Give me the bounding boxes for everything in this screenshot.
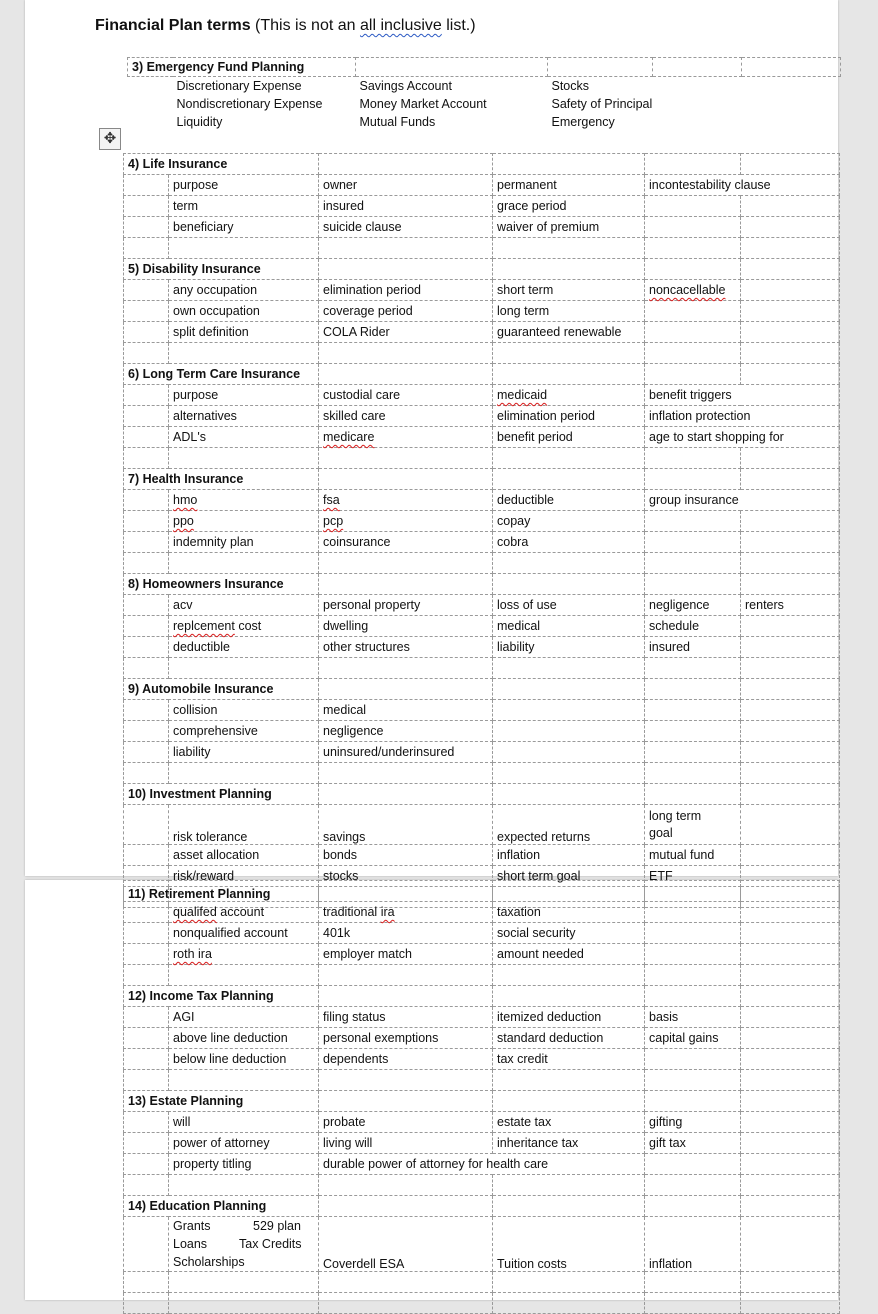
table-row: ADL's medicare benefit period age to start shopping for — [124, 427, 840, 448]
table-row: comprehensive negligence — [124, 721, 840, 742]
table-row: liability uninsured/underinsured — [124, 742, 840, 763]
table-move-handle-icon[interactable]: ✥ — [99, 128, 121, 150]
table-row: asset allocation bonds inflation mutual fund — [124, 845, 840, 866]
table-row: risk tolerance savings expected returns long term goal — [124, 805, 840, 845]
table-row: ppo pcp copay — [124, 511, 840, 532]
section-heading: 11) Retirement Planning — [124, 881, 319, 902]
section-heading: 4) Life Insurance — [124, 154, 319, 175]
table-row: purpose owner permanent incontestability clause — [124, 175, 840, 196]
section-heading: 10) Investment Planning — [124, 784, 319, 805]
table-row: qualifed account traditional ira taxation — [124, 902, 840, 923]
table-row: replcement cost dwelling medical schedule — [124, 616, 840, 637]
table-row: split definition COLA Rider guaranteed renewable — [124, 322, 840, 343]
emergency-fund-table: 3) Emergency Fund Planning Discretionary Expense Savings Account Stocks Nondiscretionary Expense Money Market Account Safety of Principal Liquidity Mutual Funds Emergency — [127, 57, 841, 131]
table-row: indemnity plan coinsurance cobra — [124, 532, 840, 553]
table-row: above line deduction personal exemptions standard deduction capital gains — [124, 1028, 840, 1049]
table-row: purpose custodial care medicaid benefit triggers — [124, 385, 840, 406]
table-row: alternatives skilled care elimination period inflation protection — [124, 406, 840, 427]
table-row: own occupation coverage period long term — [124, 301, 840, 322]
table-row: risk/reward stocks short term goal ETF — [124, 866, 840, 887]
section-heading: 7) Health Insurance — [124, 469, 319, 490]
table-row: property titling durable power of attorney for health care — [124, 1154, 840, 1175]
table-row: deductible other structures liability insured — [124, 637, 840, 658]
section-heading: 6) Long Term Care Insurance — [124, 364, 319, 385]
table-row: nonqualified account 401k social security — [124, 923, 840, 944]
section-heading: 14) Education Planning — [124, 1196, 319, 1217]
table-row: roth ira employer match amount needed — [124, 944, 840, 965]
section-heading: 9) Automobile Insurance — [124, 679, 319, 700]
terms-table-page-2 — [123, 880, 840, 1314]
section-heading: 12) Income Tax Planning — [124, 986, 319, 1007]
section-heading: 8) Homeowners Insurance — [124, 574, 319, 595]
table-row: collision medical — [124, 700, 840, 721]
section-heading: 5) Disability Insurance — [124, 259, 319, 280]
table-row: beneficiary suicide clause waiver of premium — [124, 217, 840, 238]
table-row: AGI filing status itemized deduction basis — [124, 1007, 840, 1028]
table-row: Grants 529 plan Loans Tax Credits Scholarships Coverdell ESA Tuition costs inflation — [124, 1217, 840, 1272]
table-row: hmo fsa deductible group insurance — [124, 490, 840, 511]
table-row: any occupation elimination period short term noncacellable — [124, 280, 840, 301]
section-heading: 13) Estate Planning — [124, 1091, 319, 1112]
document-title: Financial Plan terms (This is not an all inclusive list.) — [95, 17, 476, 34]
table-row: below line deduction dependents tax credit — [124, 1049, 840, 1070]
terms-table-page-1 — [123, 153, 840, 908]
table-row: power of attorney living will inheritance tax gift tax — [124, 1133, 840, 1154]
table-row: term insured grace period — [124, 196, 840, 217]
table-row: will probate estate tax gifting — [124, 1112, 840, 1133]
table-row: acv personal property loss of use negligence renters — [124, 595, 840, 616]
section-heading: 3) Emergency Fund Planning — [128, 58, 356, 77]
